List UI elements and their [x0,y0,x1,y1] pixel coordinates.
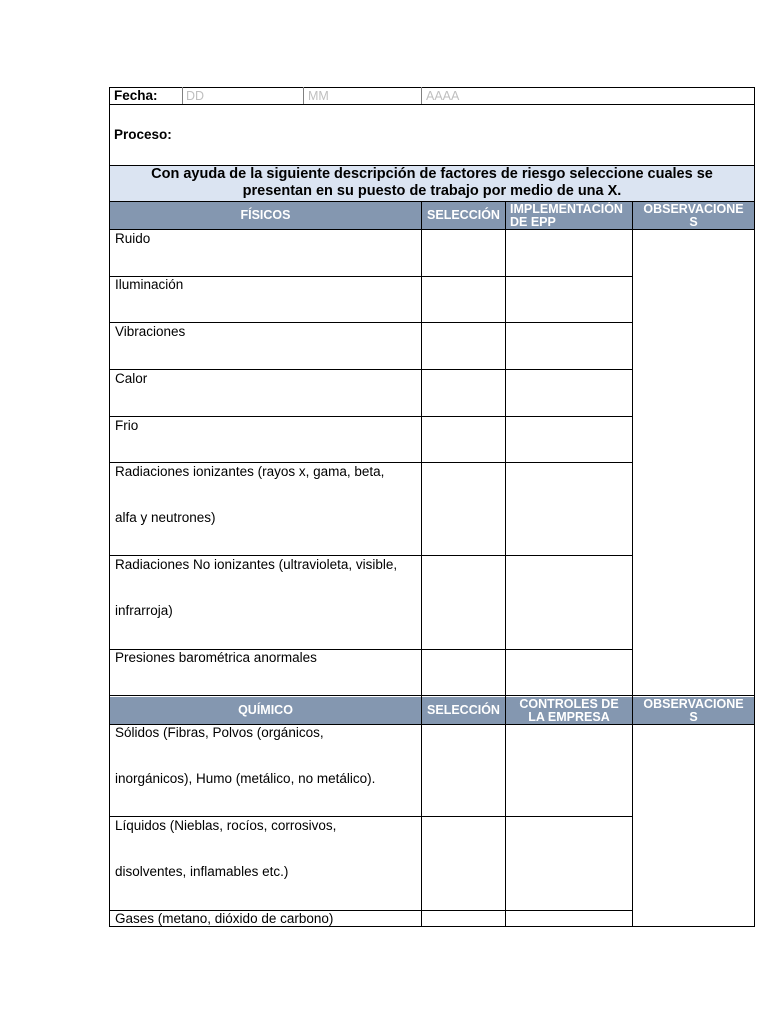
grid-line [109,229,755,230]
quimico-seleccion-header: SELECCIÓN [422,697,505,724]
quimico-controles-header [506,697,632,724]
fisicos-epp-header-line1: IMPLEMENTACIÓN [510,201,623,216]
intro-text [110,166,754,200]
grid-line [754,87,755,927]
month-field[interactable]: MM [308,89,329,103]
grid-line [109,276,633,277]
grid-line [109,926,755,927]
quimico-obs-header-line2: S [689,709,698,724]
grid-line [109,165,755,166]
intro-line-2: presentan en su puesto de trabajo por medio de una X. [242,183,622,199]
day-field[interactable]: DD [186,89,205,103]
grid-line [109,416,633,417]
grid-line [109,87,755,88]
fisicos-row-iluminacion: Iluminación [115,277,184,292]
grid-line [109,104,755,105]
fisicos-row-ruido: Ruido [115,231,151,246]
grid-line [421,201,422,927]
quimico-controles-header-line1: CONTROLES DE [519,696,619,711]
fisicos-row-rad-no-ionizantes-line1: Radiaciones No ionizantes (ultravioleta, visible, [115,557,398,572]
quimico-observaciones-cell[interactable] [633,725,754,927]
fisicos-row-presiones: Presiones barométrica anormales [115,650,317,665]
fisicos-row-vibraciones: Vibraciones [115,324,186,339]
fisicos-header: FÍSICOS [110,202,421,229]
fisicos-row-rad-no-ionizantes-line2: infrarroja) [115,603,173,618]
fisicos-epp-header [506,202,632,229]
grid-line [109,724,755,725]
grid-line [109,322,633,323]
fisicos-row-rad-ionizantes-line2: alfa y neutrones) [115,510,216,525]
fisicos-observaciones-cell[interactable] [633,230,754,696]
quimico-controles-header-line2: LA EMPRESA [528,709,610,724]
grid-line [109,649,633,650]
fisicos-epp-header-line2: DE EPP [510,214,556,229]
grid-line [109,369,633,370]
proceso-field[interactable] [183,105,754,165]
grid-line [505,201,506,927]
grid-line [109,695,755,696]
quimico-row-liquidos-line2: disolventes, inflamables etc.) [115,864,289,879]
fisicos-row-calor: Calor [115,371,148,386]
grid-line [182,87,183,104]
proceso-label: Proceso: [114,127,172,142]
fisicos-observaciones-header [633,202,754,229]
intro-line-1: Con ayuda de la siguiente descripción de factores de riesgo seleccione cuales se [151,166,713,182]
grid-line [109,555,633,556]
grid-line [109,201,755,202]
quimico-row-solidos-line2: inorgánicos), Humo (metálico, no metálico). [115,771,376,786]
fisicos-obs-header-line2: S [689,214,698,229]
grid-line [421,87,422,104]
grid-line [632,201,633,927]
quimico-row-gases: Gases (metano, dióxido de carbono) [115,911,334,926]
fisicos-row-rad-ionizantes-line1: Radiaciones ionizantes (rayos x, gama, beta, [115,464,385,479]
fisicos-row-frio: Frio [115,418,139,433]
grid-line [109,87,110,927]
fecha-label: Fecha: [114,88,158,103]
grid-line [109,910,633,911]
fisicos-epp-cell[interactable] [506,230,632,276]
grid-line [303,87,304,104]
grid-line [109,462,633,463]
quimico-row-solidos-line1: Sólidos (Fibras, Polvos (orgánicos, [115,725,324,740]
quimico-row-liquidos-line1: Líquidos (Nieblas, rocíos, corrosivos, [115,818,337,833]
fisicos-seleccion-cell[interactable] [422,230,505,276]
fisicos-obs-header-line1: OBSERVACIONE [643,201,744,216]
year-field[interactable]: AAAA [426,89,460,103]
quimico-observaciones-header [633,697,754,724]
fisicos-seleccion-header: SELECCIÓN [422,202,505,229]
grid-line [109,816,633,817]
quimico-header: QUÍMICO [110,697,421,724]
quimico-obs-header-line1: OBSERVACIONE [643,696,744,711]
